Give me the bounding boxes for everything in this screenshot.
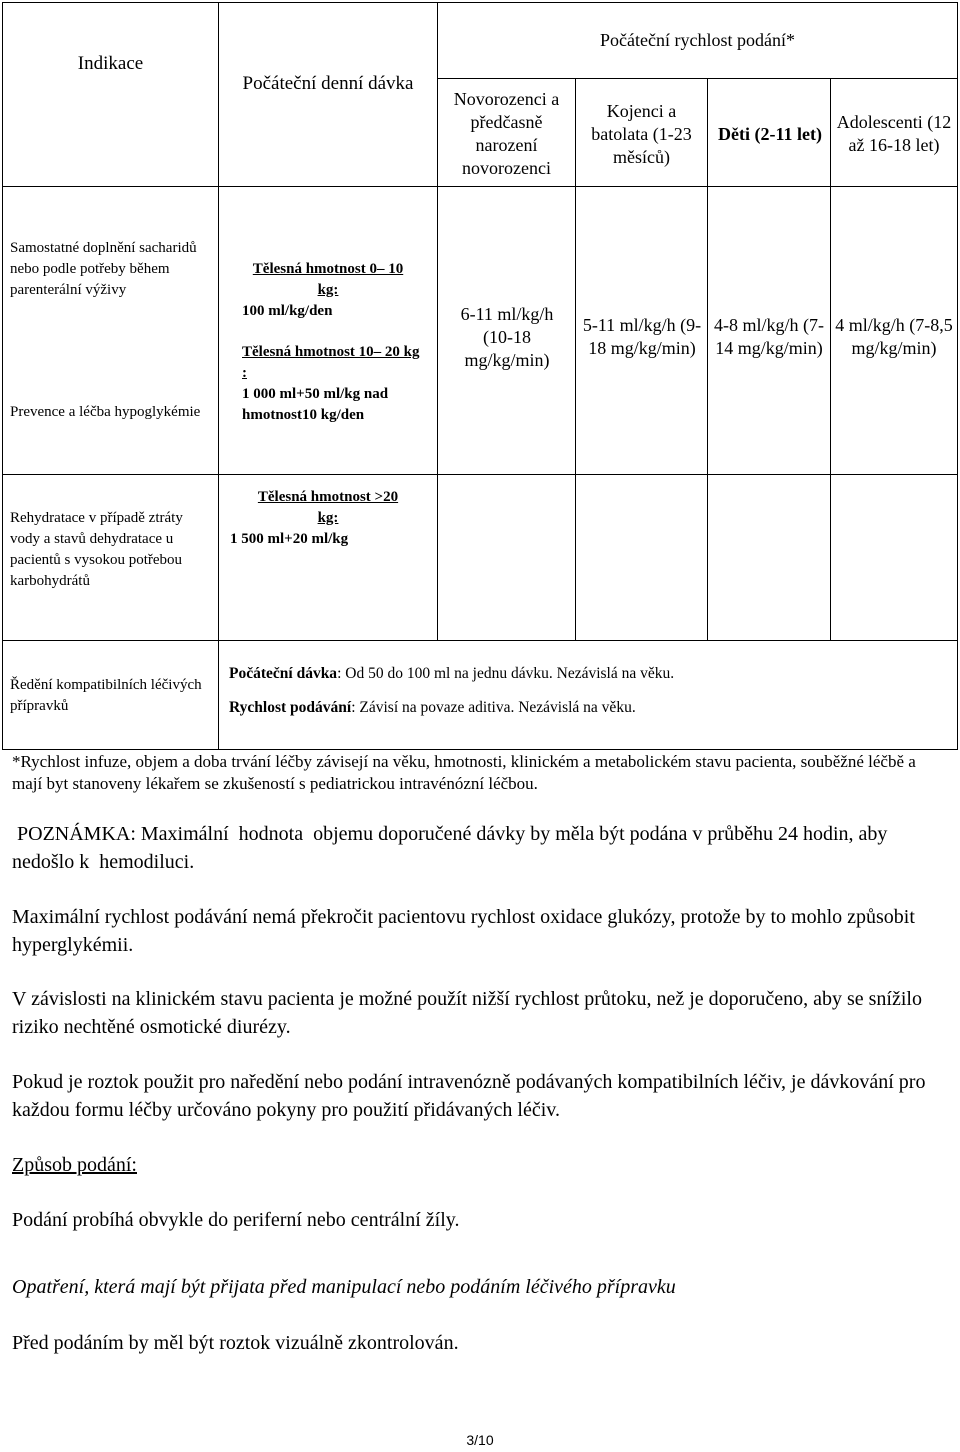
header-age-neonates-text: Novorozenci a předčasně narození novorozenci [453, 89, 560, 178]
precautions-heading: Opatření, která mají být přijata před manipulací nebo podáním léčivého přípravku [12, 1276, 676, 1298]
row1-dose-value-2: 1 000 ml+50 ml/kg nad hmotnost10 kg/den [242, 386, 389, 423]
col-divider-2 [437, 2, 438, 641]
row1-rate-children [712, 300, 826, 374]
administration-heading: Způsob podání: [12, 1154, 137, 1176]
row2-bottom-border [2, 640, 958, 641]
header-subdivider [437, 78, 958, 79]
row1-dose-block [228, 259, 428, 426]
row1-dose-label-1: Tělesná hmotnost 0– 10 kg: [252, 261, 404, 298]
col-divider-4 [707, 78, 708, 641]
row3-rate-text: : Závisí na povaze aditiva. Nezávislá na věku. [351, 699, 636, 716]
row1-rate-infants [580, 300, 704, 374]
row2-dose-label: Tělesná hmotnost >20 kg: [257, 489, 399, 526]
row3-initial-dose-label: Počáteční dávka [229, 665, 338, 682]
inspection-text: Před podáním by měl být roztok vizuálně zkontrolován. [12, 1332, 459, 1354]
row1-indication-a-text: Samostatné doplnění sacharidů nebo podle potřeby během parenterální výživy [10, 240, 197, 298]
row3-initial-dose-line [229, 662, 949, 686]
row1-rate-neonates [446, 300, 568, 374]
page-number: 3/10 [466, 1432, 494, 1448]
header-indication [3, 3, 218, 123]
row1-rate-neonates-text: 6-11 ml/kg/h (10-18 mg/kg/min) [460, 303, 554, 370]
header-indication-text: Indikace [77, 52, 144, 74]
row3-rate-line [229, 696, 949, 720]
header-daily-dose-text: Počáteční denní dávka [242, 72, 414, 94]
note-paragraph: POZNÁMKA: Maximální hodnota objemu doporučené dávky by měla být podána v průběhu 24 hodin, aby nedošlo k hemodiluci. [12, 823, 893, 873]
row1-rate-children-text: 4-8 ml/kg/h (7-14 mg/kg/min) [714, 315, 824, 358]
row1-dose-value-1: 100 ml/kg/den [242, 303, 333, 319]
row1-rate-infants-text: 5-11 ml/kg/h (9-18 mg/kg/min) [582, 315, 702, 358]
row1-indication-b-text: Prevence a léčba hypoglykémie [10, 404, 201, 420]
col-divider-3 [575, 78, 576, 641]
header-age-children [712, 86, 828, 182]
row2-dose-value: 1 500 ml+20 ml/kg [230, 531, 349, 547]
header-age-adolescents-text: Adolescenti (12 až 16-18 let) [836, 112, 952, 155]
dilution-paragraph: Pokud je roztok použit pro naředění nebo podání intravenózně podávaných kompatibilních léčiv, je dávkování pro každou formu léčby určováno pokyny pro použití přidávaných léčiv. [12, 1071, 926, 1121]
row2-indication-text: Rehydratace v případě ztráty vody a stavů dehydratace u pacientů s vysokou potřebou karbohydrátů [10, 510, 183, 589]
header-age-children-text: Děti (2-11 let) [718, 123, 822, 144]
lower-rate-paragraph: V závislosti na klinickém stavu pacienta je možné použít nižší rychlost průtoku, než je doporučeno, aby se snížilo riziko nechtěné osmotické diurézy. [12, 988, 922, 1038]
row2-dose-block [228, 487, 428, 550]
header-rate-group-text: Počáteční rychlost podání* [600, 30, 795, 50]
row1-indication-b [10, 402, 210, 446]
row1-dose-label-2: Tělesná hmotnost 10– 20 kg : [242, 344, 420, 381]
administration-text: Podání probíhá obvykle do periferní nebo centrální žíly. [12, 1209, 460, 1231]
header-age-adolescents [832, 86, 956, 182]
row1-bottom-border [2, 474, 958, 475]
row3-indication [10, 675, 210, 719]
row3-indication-text: Ředění kompatibilních léčivých přípravků [10, 677, 202, 714]
header-bottom-border [2, 186, 958, 187]
row3-details [229, 662, 949, 720]
max-rate-paragraph: Maximální rychlost podávání nemá překročit pacientovu rychlost oxidace glukózy, protože by to mohlo způsobit hyperglykémii. [12, 906, 915, 956]
rate-footnote: *Rychlost infuze, objem a doba trvání léčby závisejí na věku, hmotnosti, klinickém a metabolickém stavu pacienta, souběžné léčbě a mají byt stanoveny lékařem se zkušeností s pediatrickou intravénózní léčbou. [12, 752, 916, 793]
row3-rate-label: Rychlost podávání [229, 699, 352, 716]
header-age-neonates [440, 86, 573, 182]
row1-rate-adolescents [834, 300, 954, 374]
header-age-infants-text: Kojenci a batolata (1-23 měsíců) [591, 100, 692, 167]
row2-indication [10, 508, 210, 612]
table-border-right [957, 2, 958, 750]
col-divider-5 [830, 78, 831, 641]
row1-rate-adolescents-text: 4 ml/kg/h (7-8,5 mg/kg/min) [835, 315, 953, 358]
header-age-infants [578, 86, 705, 182]
header-rate-group [438, 3, 957, 78]
row3-initial-dose-text: : Od 50 do 100 ml na jednu dávku. Nezávislá na věku. [337, 665, 675, 682]
header-daily-dose [219, 3, 437, 163]
table-border-bottom [2, 749, 958, 750]
row1-indication-a [10, 238, 210, 322]
